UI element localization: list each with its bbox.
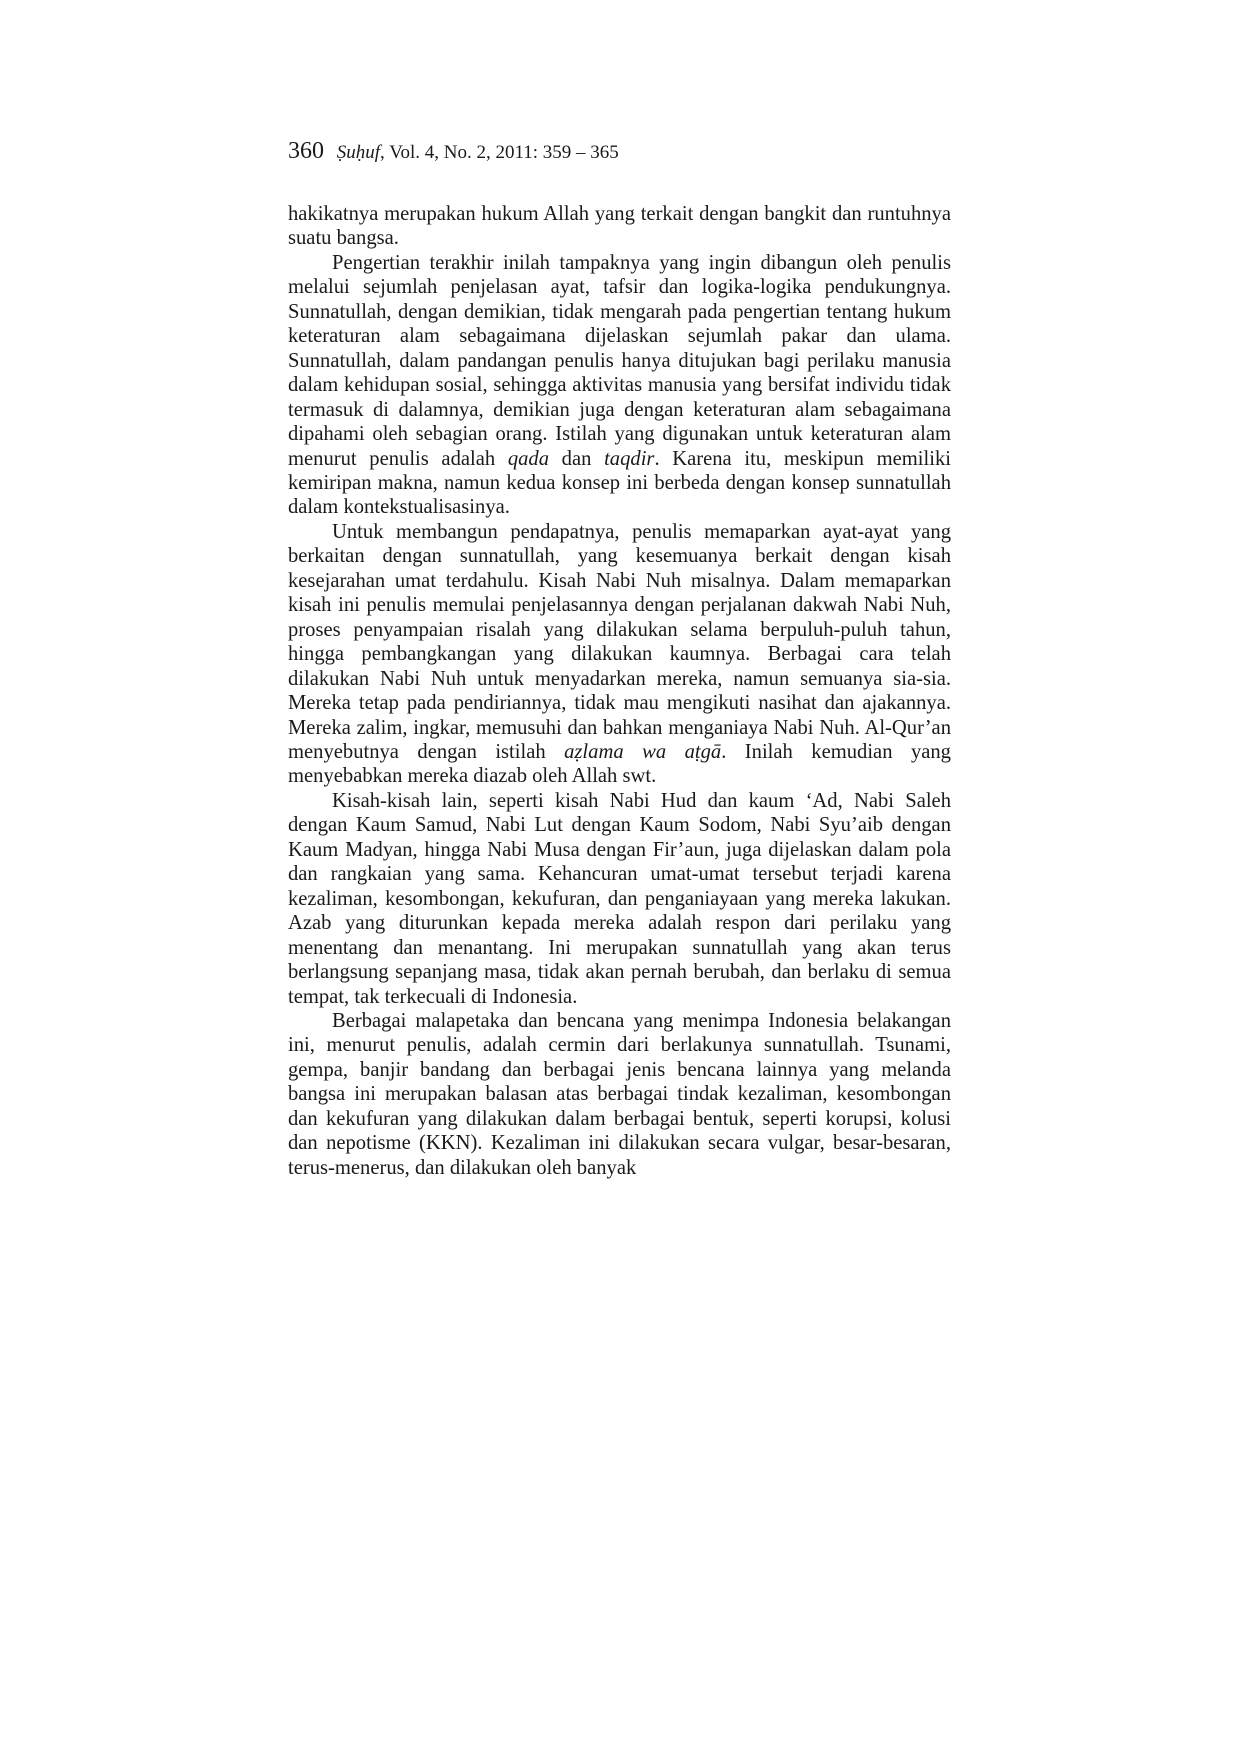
- italic-term: aẓlama wa aṭgā: [564, 740, 722, 763]
- italic-term: qada: [507, 447, 550, 470]
- body-text: [288, 202, 951, 1180]
- paragraph: [288, 789, 951, 1009]
- page-number: 360: [288, 138, 324, 164]
- volume-info: , Vol. 4, No. 2, 2011: 359 – 365: [380, 142, 619, 163]
- italic-term: taqdir: [604, 447, 655, 470]
- journal-title: Ṣuḥuf: [336, 142, 381, 163]
- text-run: hakikatnya merupakan hukum Allah yang terkait dengan bangkit dan runtuhnya suatu bangsa.: [288, 203, 951, 250]
- text-run: dan: [549, 447, 605, 470]
- text-run: Pengertian terakhir inilah tampaknya yang ingin dibangun oleh penulis melalui sejumlah penjelasan ayat, tafsir dan logika-logika pendukungnya. Sunnatullah, dengan demikian, tidak mengarah pada pengertian tentang hukum keteraturan alam sebagaimana dijelaskan sejumlah pakar dan ulama. Sunnatullah, dalam pandangan penulis hanya ditujukan bagi perilaku manusia dalam kehidupan sosial, sehingga aktivitas manusia yang bersifat individu tidak termasuk di dalamnya, demikian juga dengan keteraturan alam sebagaimana dipahami oleh sebagian orang. Istilah yang digunakan untuk keteraturan alam menurut penulis adalah: [288, 251, 951, 470]
- paragraph: [288, 1009, 951, 1180]
- paragraph: [288, 251, 951, 520]
- text-run: . Inilah kemudian yang menyebabkan mereka diazab oleh Allah swt.: [288, 740, 951, 788]
- paragraph: [288, 202, 951, 251]
- paragraph: [288, 520, 951, 789]
- text-run: Berbagai malapetaka dan bencana yang menimpa Indonesia belakangan ini, menurut penulis, adalah cermin dari berlakunya sunnatullah. Tsunami, gempa, banjir bandang dan berbagai jenis bencana lainnya yang melanda bangsa ini merupakan balasan atas berbagai tindak kezaliman, kesombongan dan kekufuran yang dilakukan dalam berbagai bentuk, seperti korupsi, kolusi dan nepotisme (KKN). Kezaliman ini dilakukan secara vulgar, besar-besaran, terus-menerus, dan dilakukan oleh banyak: [288, 1009, 951, 1179]
- text-run: Untuk membangun pendapatnya, penulis memaparkan ayat-ayat yang berkaitan dengan sunnatullah, yang kesemuanya berkait dengan kisah kesejarahan umat terdahulu. Kisah Nabi Nuh misalnya. Dalam memaparkan kisah ini penulis memulai penjelasannya dengan perjalanan dakwah Nabi Nuh, proses penyampaian risalah yang dilakukan selama berpuluh-puluh tahun, hingga pembangkangan yang dilakukan kaumnya. Berbagai cara telah dilakukan Nabi Nuh untuk menyadarkan mereka, namun semuanya sia-sia. Mereka tetap pada pendiriannya, tidak mau mengikuti nasihat dan ajakannya. Mereka zalim, ingkar, memusuhi dan bahkan menganiaya Nabi Nuh. Al-Qur’an menyebutnya dengan istilah: [288, 520, 951, 763]
- text-run: Kisah-kisah lain, seperti kisah Nabi Hud dan kaum ‘Ad, Nabi Saleh dengan Kaum Samud, Nabi Lut dengan Kaum Sodom, Nabi Syu’aib dengan Kaum Madyan, hingga Nabi Musa dengan Fir’aun, juga dijelaskan dalam pola dan rangkaian yang sama. Kehancuran umat-umat tersebut terjadi karena kezaliman, kesombongan, kekufuran, dan penganiayaan yang mereka lakukan. Azab yang diturunkan kepada mereka adalah respon dari perilaku yang menentang dan menantang. Ini merupakan sunnatullah yang akan terus berlangsung sepanjang masa, tidak akan pernah berubah, dan berlaku di semua tempat, tak terkecuali di Indonesia.: [288, 789, 951, 1008]
- text-run: . Karena itu, meskipun memiliki kemiripan makna, namun kedua konsep ini berbeda dengan konsep sunnatullah dalam kontekstualisasinya.: [288, 447, 951, 519]
- running-head: [288, 138, 968, 165]
